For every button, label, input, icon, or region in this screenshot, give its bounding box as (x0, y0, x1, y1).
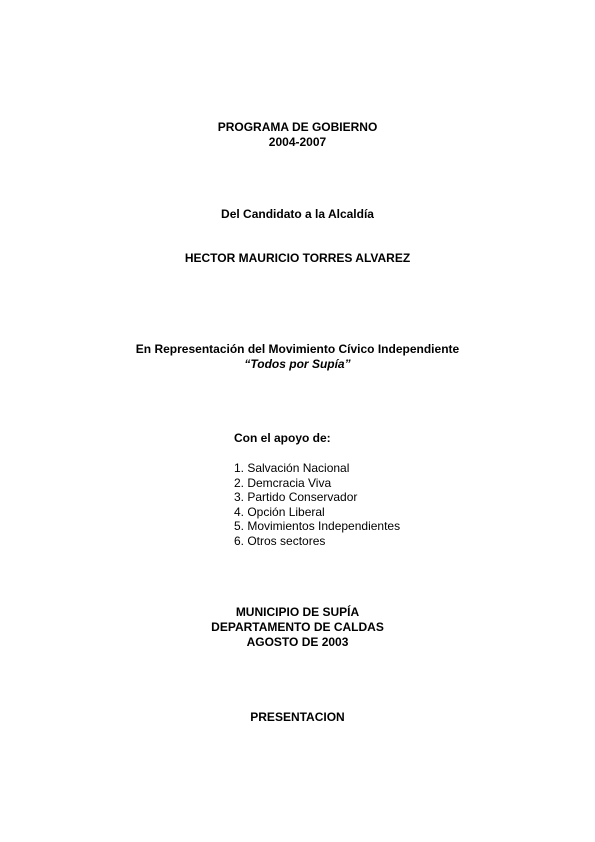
list-item: 5. Movimientos Independientes (234, 519, 401, 534)
candidate-intro: Del Candidato a la Alcaldía (221, 207, 374, 221)
list-item: 3. Partido Conservador (234, 490, 358, 505)
movement-slogan: “Todos por Supía” (244, 357, 351, 371)
support-section (234, 431, 400, 549)
list-item: 6. Otros sectores (234, 533, 326, 548)
program-title: PROGRAMA DE GOBIERNO (217, 120, 378, 134)
list-item: 1. Salvación Nacional (234, 461, 350, 475)
department: DEPARTAMENTO DE CALDAS (211, 620, 384, 634)
support-list (234, 461, 400, 549)
section-heading: PRESENTACION (250, 710, 345, 724)
municipality: MUNICIPIO DE SUPÍA (235, 605, 360, 619)
list-item: 4. Opción Liberal (234, 504, 325, 519)
movement-line: En Representación del Movimiento Cívico Independiente (135, 342, 460, 356)
candidate-name: HECTOR MAURICIO TORRES ALVAREZ (184, 251, 411, 265)
document-date: AGOSTO DE 2003 (246, 635, 349, 649)
support-heading: Con el apoyo de: (234, 431, 331, 445)
list-item: 2. Demcracia Viva (234, 475, 332, 490)
program-period: 2004-2007 (268, 135, 327, 149)
